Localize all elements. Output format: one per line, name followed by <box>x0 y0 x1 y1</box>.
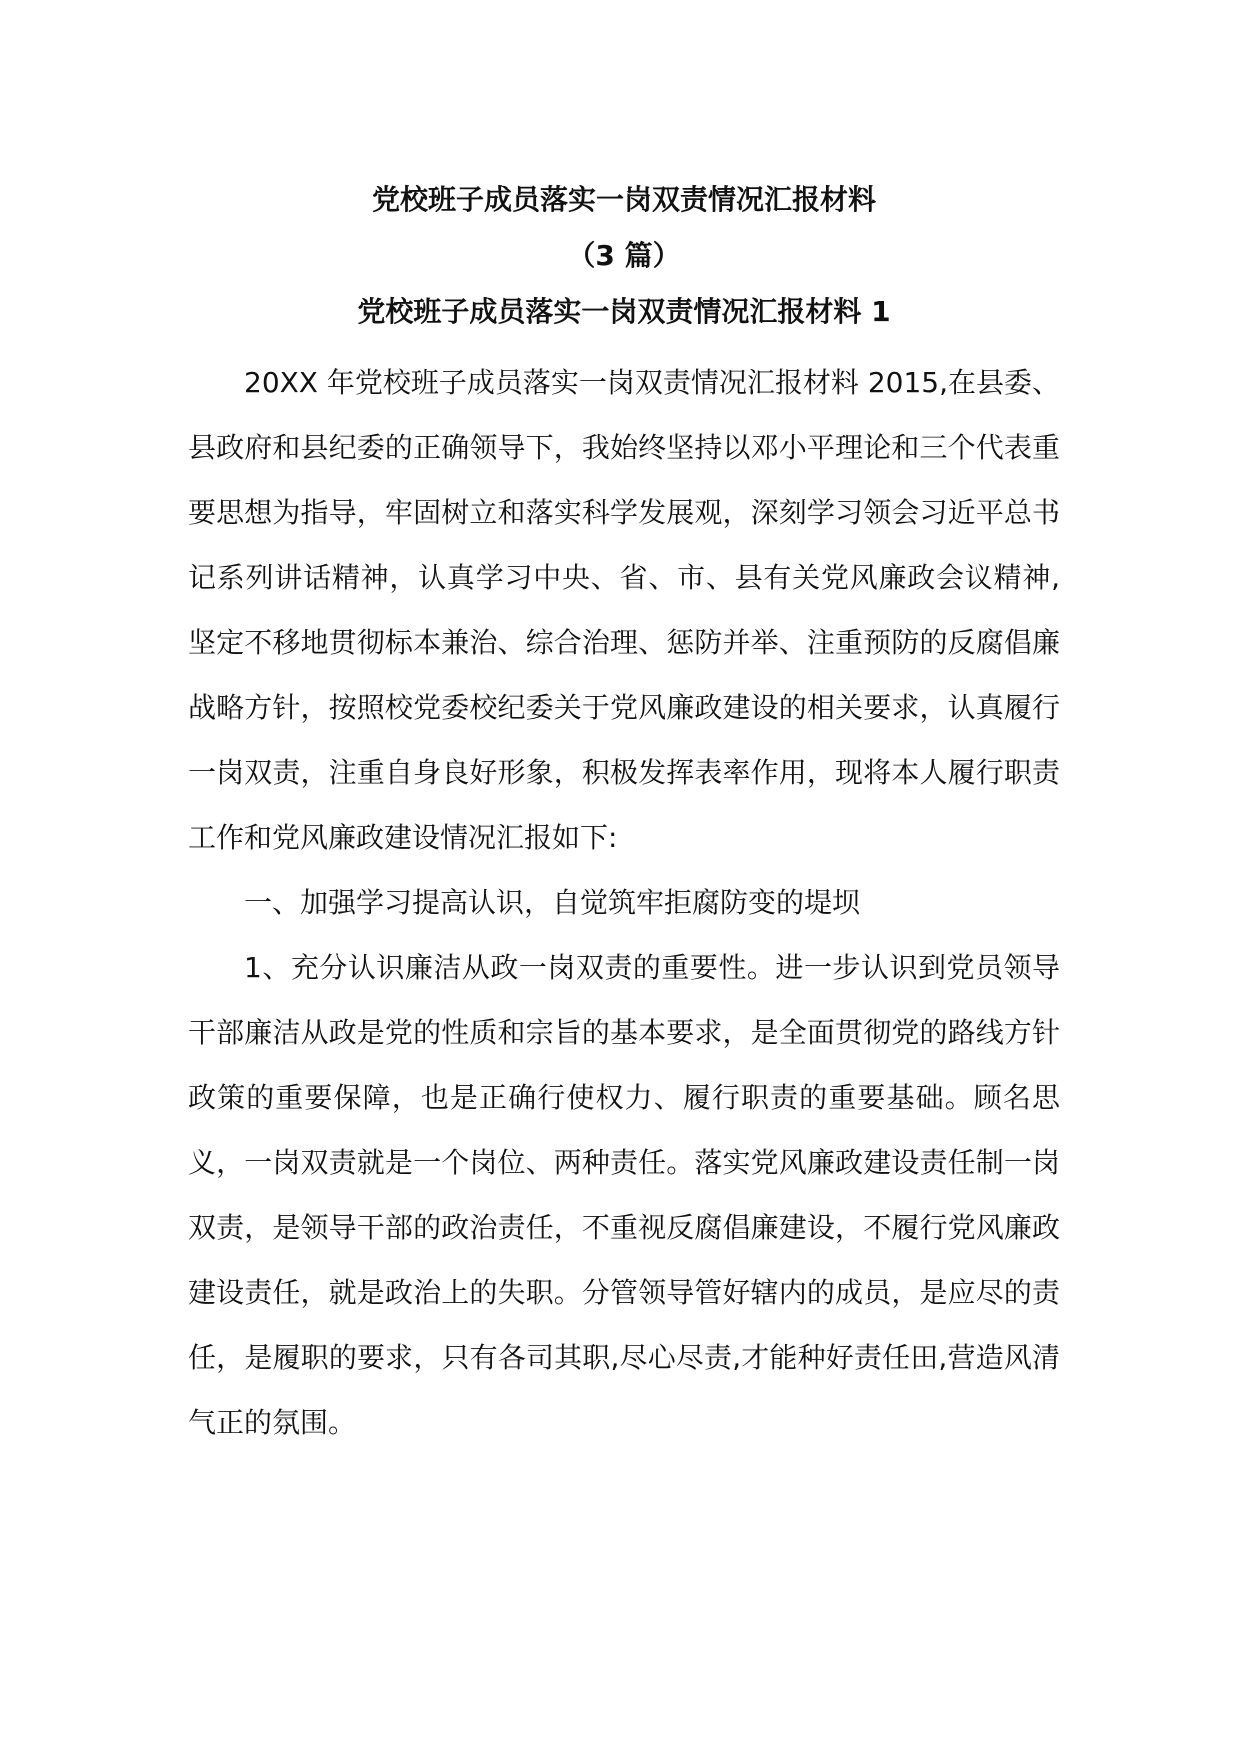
paragraph-heading-1: 一、加强学习提高认识，自觉筑牢拒腐防变的堤坝 <box>244 886 861 919</box>
paragraph-item-1: 1、充分认识廉洁从政一岗双责的重要性。进一步认识到党员领导干部廉洁从政是党的性质和宗旨的基本要求，是全面贯彻党的路线方针政策的重要保障，也是正确行使权力、履行职责的重要基础。顾名思义，一岗双责就是一个岗位、两种责任。落实党风廉政建设责任制一岗双责，是领导干部的政治责任，不重视反腐倡廉建设，不履行党风廉政建设责任，就是政治上的失职。分管领导管好辖内的成员，是应尽的责任，是履职的要求，只有各司其职,尽心尽责,才能种好责任田,营造风清气正的氛围。 <box>188 951 1060 1439</box>
document-title: 党校班子成员落实一岗双责情况汇报材料 <box>371 183 876 216</box>
document-title-count: （3 篇） <box>567 239 681 272</box>
body-text <box>188 350 1060 1455</box>
document-content <box>188 180 1060 1455</box>
paragraph-intro: 20XX 年党校班子成员落实一岗双责情况汇报材料 2015,在县委、县政府和县纪委的正确领导下，我始终坚持以邓小平理论和三个代表重要思想为指导，牢固树立和落实科学发展观，深刻学习领会习近平总书记系列讲话精神，认真学习中央、省、市、县有关党风廉政会议精神,坚定不移地贯彻标本兼治、综合治理、惩防并举、注重预防的反腐倡廉战略方针，按照校党委校纪委关于党风廉政建设的相关要求，认真履行一岗双责，注重自身良好形象，积极发挥表率作用，现将本人履行职责工作和党风廉政建设情况汇报如下: <box>188 366 1060 854</box>
section-title: 党校班子成员落实一岗双责情况汇报材料 1 <box>357 295 891 328</box>
